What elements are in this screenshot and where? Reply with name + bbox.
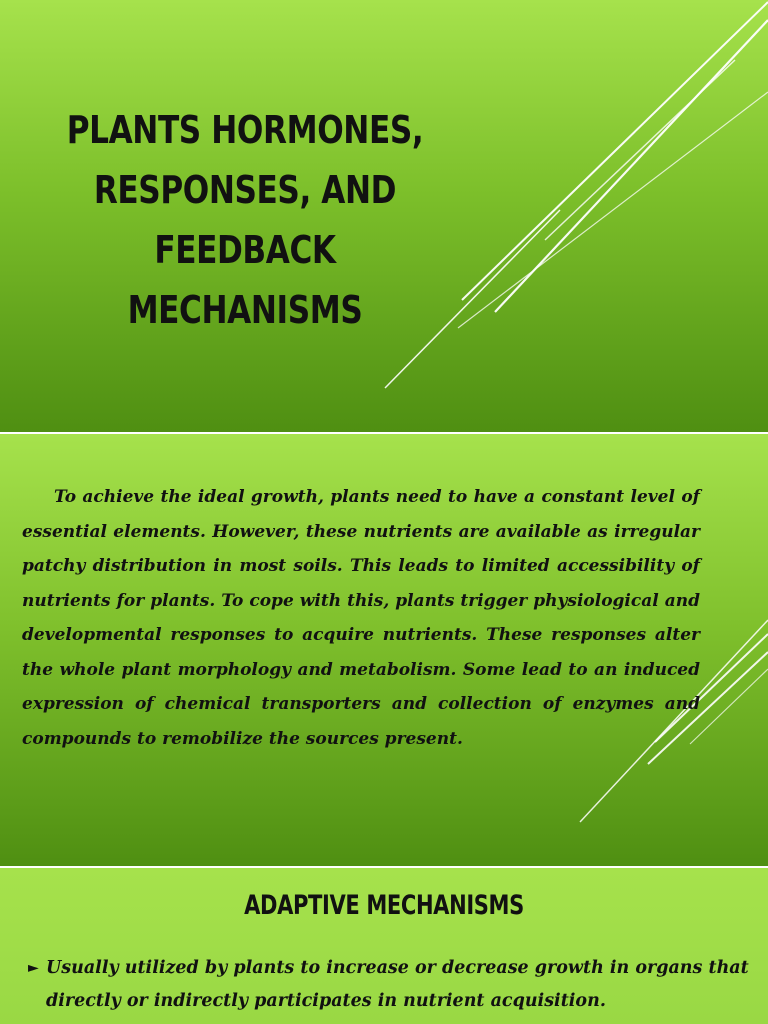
slide-title: PLANTS HORMONES, RESPONSES, AND FEEDBACK MECHANISMS (66, 108, 424, 332)
bullet-arrow-icon: ► (28, 960, 39, 976)
bullet-text: Usually utilized by plants to increase or decrease growth in organs that directly or indirectly participates in nutrient acquisition. (46, 958, 749, 1011)
body-paragraph: To achieve the ideal growth, plants need to have a constant level of essential elements. However, these nutrients are available as irregular patchy distribution in most soils. This leads to limited accessibility of nutrients for plants. To cope with this, plants trigger physiological and developmental responses to acquire nutrients. These responses alter the whole plant morphology and metabolism. Some lead to an induced expression of chemical transporters and collection of enzymes and compounds to remobilize the sources present. (22, 487, 700, 749)
text-slide (0, 434, 768, 866)
title-slide (0, 0, 768, 432)
bullet-item (28, 952, 766, 1018)
section-heading: ADAPTIVE MECHANISMS (244, 890, 524, 921)
adaptive-slide (0, 868, 768, 1024)
